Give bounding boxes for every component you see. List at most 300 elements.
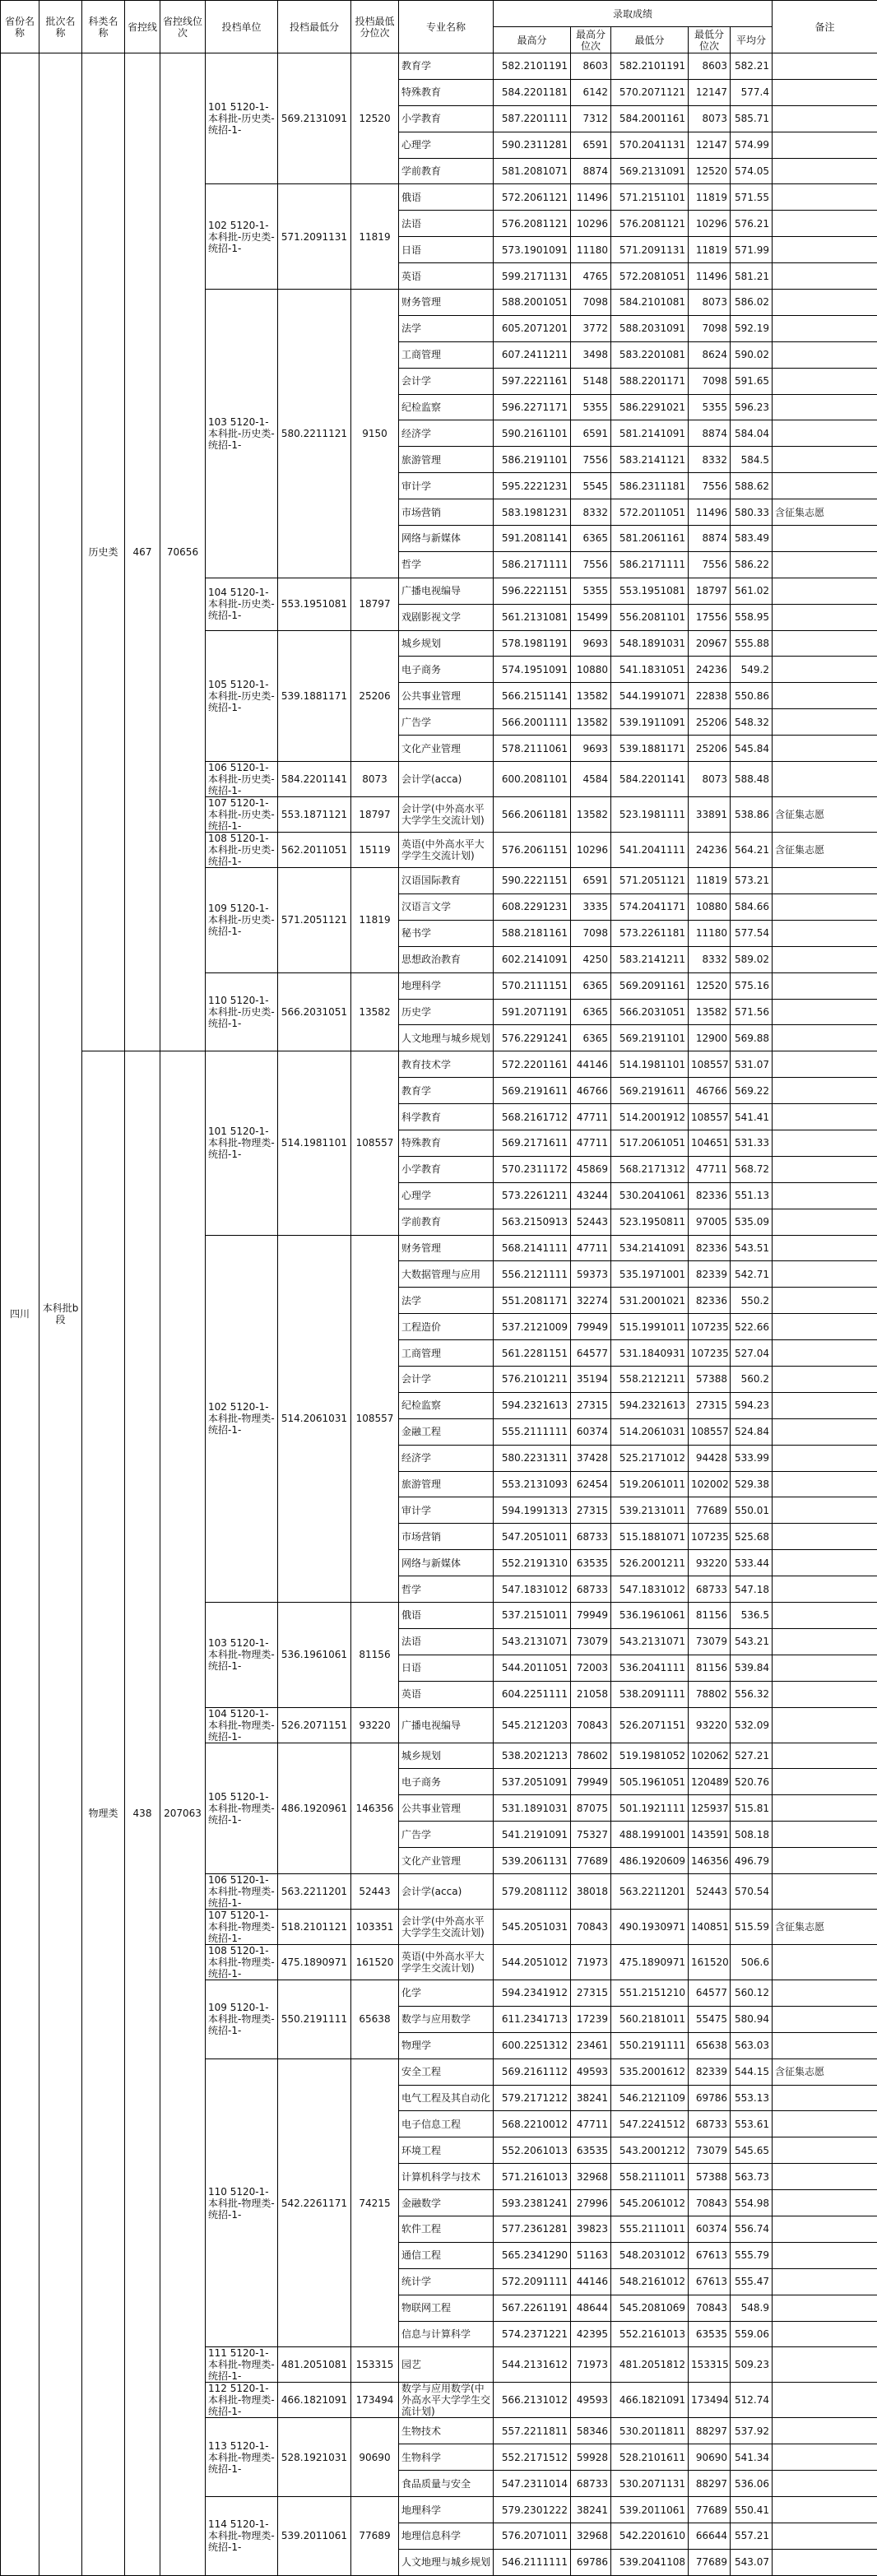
note-cell (773, 158, 877, 184)
max-rank-cell: 63535 (571, 1550, 611, 1576)
max-score-cell: 607.2411211 (494, 341, 571, 368)
max-score-cell: 568.2161712 (494, 1104, 571, 1130)
major-cell: 特殊教育 (399, 1130, 494, 1156)
low-score-cell: 563.2211201 (611, 1874, 689, 1910)
avg-cell: 584.04 (731, 420, 773, 447)
max-score-cell: 566.2151141 (494, 683, 571, 709)
max-rank-cell: 68733 (571, 2471, 611, 2497)
note-cell (773, 2497, 877, 2523)
note-cell (773, 630, 877, 657)
low-rank-cell: 64577 (689, 1980, 731, 2007)
low-score-cell: 530.2071131 (611, 2471, 689, 2497)
low-score-cell: 536.1961061 (611, 1602, 689, 1628)
major-cell: 学前教育 (399, 1209, 494, 1235)
avg-cell: 520.76 (731, 1769, 773, 1795)
major-cell: 安全工程 (399, 2058, 494, 2085)
max-score-cell: 545.2121203 (494, 1707, 571, 1743)
control-rank-cell: 207063 (160, 1051, 206, 2576)
major-cell: 哲学 (399, 551, 494, 578)
note-cell (773, 1743, 877, 1769)
avg-cell: 560.2 (731, 1366, 773, 1392)
min-score-cell: 562.2011051 (278, 833, 351, 868)
avg-cell: 570.54 (731, 1874, 773, 1910)
avg-cell: 569.88 (731, 1025, 773, 1051)
max-rank-cell: 78602 (571, 1743, 611, 1769)
max-rank-cell: 38018 (571, 1874, 611, 1910)
low-score-cell: 571.2151101 (611, 184, 689, 211)
major-cell: 小学教育 (399, 1156, 494, 1182)
avg-cell: 531.07 (731, 1051, 773, 1078)
major-cell: 法语 (399, 1628, 494, 1655)
max-rank-cell: 11180 (571, 237, 611, 263)
min-score-cell: 536.1961061 (278, 1602, 351, 1707)
low-rank-cell: 12520 (689, 158, 731, 184)
avg-cell: 554.98 (731, 2190, 773, 2216)
unit-cell: 111 5120-1-本科批-物理类-统招-1- (206, 2347, 278, 2383)
major-cell: 信息与计算科学 (399, 2321, 494, 2347)
max-rank-cell: 46766 (571, 1078, 611, 1104)
avg-cell: 549.2 (731, 657, 773, 683)
max-rank-cell: 17239 (571, 2006, 611, 2032)
max-score-cell: 591.2071191 (494, 999, 571, 1025)
low-rank-cell: 11819 (689, 184, 731, 211)
header-control-line: 省控线 (125, 1, 160, 53)
min-score-cell: 518.2101121 (278, 1910, 351, 1945)
min-rank-cell: 25206 (351, 630, 399, 761)
note-cell (773, 1418, 877, 1445)
unit-cell: 113 5120-1-本科批-物理类-统招-1- (206, 2418, 278, 2497)
max-rank-cell: 7098 (571, 290, 611, 316)
note-cell (773, 1848, 877, 1874)
low-score-cell: 548.2161012 (611, 2268, 689, 2295)
max-score-cell: 539.2061131 (494, 1848, 571, 1874)
max-rank-cell: 6591 (571, 132, 611, 158)
major-cell: 城乡规划 (399, 1743, 494, 1769)
low-rank-cell: 65638 (689, 2032, 731, 2058)
unit-cell: 105 5120-1-本科批-物理类-统招-1- (206, 1743, 278, 1873)
low-rank-cell: 107235 (689, 1340, 731, 1367)
min-rank-cell: 81156 (351, 1602, 399, 1707)
note-cell (773, 2216, 877, 2243)
major-cell: 广播电视编导 (399, 578, 494, 604)
note-cell (773, 2006, 877, 2032)
low-score-cell: 588.2201171 (611, 368, 689, 394)
low-rank-cell: 94428 (689, 1445, 731, 1471)
avg-cell: 571.56 (731, 999, 773, 1025)
max-score-cell: 608.2291231 (494, 893, 571, 920)
avg-cell: 527.04 (731, 1340, 773, 1367)
max-rank-cell: 4250 (571, 946, 611, 972)
major-cell: 市场营销 (399, 499, 494, 526)
low-rank-cell: 70843 (689, 2190, 731, 2216)
low-score-cell: 558.2111011 (611, 2164, 689, 2190)
low-rank-cell: 55475 (689, 2006, 731, 2032)
major-cell: 广播电视编导 (399, 1707, 494, 1743)
note-cell (773, 2444, 877, 2471)
avg-cell: 545.84 (731, 736, 773, 762)
low-score-cell: 547.1831012 (611, 1576, 689, 1603)
note-cell (773, 473, 877, 499)
avg-cell: 556.74 (731, 2216, 773, 2243)
avg-cell: 576.21 (731, 211, 773, 237)
min-rank-cell: 108557 (351, 1051, 399, 1235)
avg-cell: 591.65 (731, 368, 773, 394)
low-rank-cell: 161520 (689, 1945, 731, 1980)
max-score-cell: 588.2001051 (494, 290, 571, 316)
avg-cell: 551.13 (731, 1182, 773, 1209)
low-score-cell: 490.1930971 (611, 1910, 689, 1945)
min-rank-cell: 173494 (351, 2383, 399, 2418)
unit-cell: 104 5120-1-本科批-历史类-统招-1- (206, 578, 278, 630)
major-cell: 会计学(acca) (399, 762, 494, 797)
avg-cell: 543.21 (731, 1628, 773, 1655)
note-cell (773, 1874, 877, 1910)
max-rank-cell: 6365 (571, 999, 611, 1025)
low-score-cell: 535.1971001 (611, 1261, 689, 1288)
low-rank-cell: 108557 (689, 1418, 731, 1445)
note-cell (773, 368, 877, 394)
avg-cell: 568.72 (731, 1156, 773, 1182)
low-rank-cell: 7556 (689, 551, 731, 578)
major-cell: 秘书学 (399, 920, 494, 946)
major-cell: 物联网工程 (399, 2295, 494, 2321)
low-score-cell: 583.2201081 (611, 341, 689, 368)
max-rank-cell: 15499 (571, 604, 611, 630)
note-cell (773, 315, 877, 341)
low-rank-cell: 102002 (689, 1471, 731, 1497)
max-rank-cell: 38241 (571, 2085, 611, 2111)
major-cell: 经济学 (399, 420, 494, 447)
major-cell: 地理科学 (399, 2497, 494, 2523)
max-rank-cell: 5355 (571, 578, 611, 604)
low-rank-cell: 88297 (689, 2471, 731, 2497)
low-rank-cell: 104651 (689, 1130, 731, 1156)
low-score-cell: 539.2011061 (611, 2497, 689, 2523)
low-rank-cell: 67613 (689, 2268, 731, 2295)
max-score-cell: 580.2231311 (494, 1445, 571, 1471)
avg-cell: 515.59 (731, 1910, 773, 1945)
major-cell: 英语 (399, 1681, 494, 1707)
header-batch: 批次名称 (39, 1, 82, 53)
max-rank-cell: 79949 (571, 1769, 611, 1795)
low-rank-cell: 57388 (689, 1366, 731, 1392)
avg-cell: 548.32 (731, 709, 773, 736)
major-cell: 经济学 (399, 1445, 494, 1471)
max-score-cell: 572.2091111 (494, 2268, 571, 2295)
low-score-cell: 569.2191101 (611, 1025, 689, 1051)
low-rank-cell: 7556 (689, 473, 731, 499)
max-rank-cell: 27315 (571, 1392, 611, 1418)
low-score-cell: 584.2001161 (611, 105, 689, 132)
table-row (1, 1051, 877, 1078)
max-score-cell: 576.2071011 (494, 2523, 571, 2550)
max-score-cell: 576.2061151 (494, 833, 571, 868)
unit-cell: 106 5120-1-本科批-物理类-统招-1- (206, 1874, 278, 1910)
major-cell: 工程造价 (399, 1314, 494, 1340)
note-cell (773, 2111, 877, 2137)
low-score-cell: 486.1920609 (611, 1848, 689, 1874)
max-score-cell: 543.2131071 (494, 1628, 571, 1655)
note-cell (773, 736, 877, 762)
low-score-cell: 528.2101611 (611, 2444, 689, 2471)
low-rank-cell: 82339 (689, 2058, 731, 2085)
low-rank-cell: 11496 (689, 263, 731, 290)
note-cell (773, 762, 877, 797)
unit-cell: 108 5120-1-本科批-物理类-统招-1- (206, 1945, 278, 1980)
avg-cell: 522.66 (731, 1314, 773, 1340)
max-rank-cell: 68733 (571, 1524, 611, 1550)
major-cell: 哲学 (399, 1576, 494, 1603)
note-cell (773, 893, 877, 920)
avg-cell: 560.12 (731, 1980, 773, 2007)
note-cell (773, 263, 877, 290)
note-cell (773, 1524, 877, 1550)
low-score-cell: 539.2041108 (611, 2549, 689, 2575)
avg-cell: 541.41 (731, 1104, 773, 1130)
max-score-cell: 538.2021213 (494, 1743, 571, 1769)
note-cell (773, 2321, 877, 2347)
min-rank-cell: 18797 (351, 797, 399, 833)
max-rank-cell: 47711 (571, 1130, 611, 1156)
low-rank-cell: 140851 (689, 1910, 731, 1945)
unit-cell: 101 5120-1-本科批-历史类-统招-1- (206, 53, 278, 184)
header-min-score: 投档最低分 (278, 1, 351, 53)
low-rank-cell: 8603 (689, 53, 731, 80)
max-score-cell: 611.2341713 (494, 2006, 571, 2032)
low-score-cell: 466.1821091 (611, 2383, 689, 2418)
max-score-cell: 569.2191611 (494, 1078, 571, 1104)
low-score-cell: 581.2061161 (611, 526, 689, 552)
min-score-cell: 569.2131091 (278, 53, 351, 184)
low-score-cell: 547.2241512 (611, 2111, 689, 2137)
max-score-cell: 590.2221151 (494, 868, 571, 894)
major-cell: 电子信息工程 (399, 2111, 494, 2137)
min-rank-cell: 90690 (351, 2418, 399, 2497)
major-cell: 财务管理 (399, 290, 494, 316)
max-rank-cell: 7098 (571, 920, 611, 946)
low-rank-cell: 69786 (689, 2085, 731, 2111)
max-rank-cell: 52443 (571, 1209, 611, 1235)
note-cell (773, 2190, 877, 2216)
avg-cell: 545.65 (731, 2137, 773, 2164)
max-score-cell: 552.2171512 (494, 2444, 571, 2471)
low-rank-cell: 27315 (689, 1392, 731, 1418)
max-score-cell: 566.2001111 (494, 709, 571, 736)
major-cell: 会计学 (399, 368, 494, 394)
low-rank-cell: 17556 (689, 604, 731, 630)
max-rank-cell: 69786 (571, 2549, 611, 2575)
major-cell: 生物科学 (399, 2444, 494, 2471)
low-rank-cell: 97005 (689, 1209, 731, 1235)
low-score-cell: 555.2111011 (611, 2216, 689, 2243)
unit-cell: 106 5120-1-本科批-历史类-统招-1- (206, 762, 278, 797)
control-line-cell: 438 (125, 1051, 160, 2576)
low-rank-cell: 102062 (689, 1743, 731, 1769)
header-min-rank: 投档最低分位次 (351, 1, 399, 53)
low-score-cell: 514.2001912 (611, 1104, 689, 1130)
major-cell: 公共事业管理 (399, 683, 494, 709)
avg-cell: 506.6 (731, 1945, 773, 1980)
low-rank-cell: 81156 (689, 1602, 731, 1628)
low-score-cell: 517.2061051 (611, 1130, 689, 1156)
header-major: 专业名称 (399, 1, 494, 53)
header-admission: 录取成绩 (494, 1, 773, 27)
max-rank-cell: 3772 (571, 315, 611, 341)
note-cell: 含征集志愿 (773, 833, 877, 868)
avg-cell: 586.22 (731, 551, 773, 578)
max-score-cell: 544.2131612 (494, 2347, 571, 2383)
max-rank-cell: 4765 (571, 263, 611, 290)
low-rank-cell: 77689 (689, 2497, 731, 2523)
max-score-cell: 565.2341290 (494, 2242, 571, 2268)
max-score-cell: 595.2221231 (494, 473, 571, 499)
max-score-cell: 547.2311014 (494, 2471, 571, 2497)
low-rank-cell: 12520 (689, 972, 731, 999)
max-rank-cell: 27315 (571, 1497, 611, 1524)
unit-cell: 109 5120-1-本科批-物理类-统招-1- (206, 1980, 278, 2059)
low-score-cell: 572.2011051 (611, 499, 689, 526)
low-rank-cell: 57388 (689, 2164, 731, 2190)
min-score-cell: 584.2201141 (278, 762, 351, 797)
low-rank-cell: 125937 (689, 1795, 731, 1822)
note-cell (773, 657, 877, 683)
major-cell: 软件工程 (399, 2216, 494, 2243)
min-rank-cell: 93220 (351, 1707, 399, 1743)
max-score-cell: 557.2211811 (494, 2418, 571, 2444)
note-cell (773, 1288, 877, 1314)
max-rank-cell: 49593 (571, 2058, 611, 2085)
low-score-cell: 548.2031012 (611, 2242, 689, 2268)
max-score-cell: 588.2181161 (494, 920, 571, 946)
avg-cell: 536.06 (731, 2471, 773, 2497)
low-rank-cell: 67613 (689, 2242, 731, 2268)
max-rank-cell: 71973 (571, 2347, 611, 2383)
low-rank-cell: 143591 (689, 1822, 731, 1848)
major-cell: 城乡规划 (399, 630, 494, 657)
max-rank-cell: 58346 (571, 2418, 611, 2444)
min-rank-cell: 108557 (351, 1235, 399, 1602)
header-control-rank: 省控线位次 (160, 1, 206, 53)
low-score-cell: 560.2181011 (611, 2006, 689, 2032)
avg-cell: 588.48 (731, 762, 773, 797)
avg-cell: 577.4 (731, 79, 773, 105)
avg-cell: 584.5 (731, 447, 773, 473)
note-cell (773, 683, 877, 709)
avg-cell: 583.49 (731, 526, 773, 552)
low-score-cell: 514.2061031 (611, 1418, 689, 1445)
major-cell: 电子商务 (399, 1769, 494, 1795)
low-rank-cell: 8874 (689, 526, 731, 552)
low-score-cell: 545.2061012 (611, 2190, 689, 2216)
max-rank-cell: 6591 (571, 420, 611, 447)
max-score-cell: 584.2201181 (494, 79, 571, 105)
note-cell (773, 999, 877, 1025)
max-score-cell: 545.2051031 (494, 1910, 571, 1945)
note-cell (773, 1130, 877, 1156)
major-cell: 教育学 (399, 53, 494, 80)
avg-cell: 574.05 (731, 158, 773, 184)
max-rank-cell: 75327 (571, 1822, 611, 1848)
note-cell (773, 105, 877, 132)
low-score-cell: 544.1991071 (611, 683, 689, 709)
note-cell: 含征集志愿 (773, 2058, 877, 2085)
note-cell (773, 551, 877, 578)
major-cell: 广告学 (399, 709, 494, 736)
max-rank-cell: 71973 (571, 1945, 611, 1980)
major-cell: 网络与新媒体 (399, 1550, 494, 1576)
note-cell (773, 1576, 877, 1603)
max-score-cell: 563.2150913 (494, 1209, 571, 1235)
note-cell (773, 526, 877, 552)
major-cell: 金融工程 (399, 1418, 494, 1445)
low-score-cell: 514.1981101 (611, 1051, 689, 1078)
min-score-cell: 514.1981101 (278, 1051, 351, 1235)
note-cell (773, 1628, 877, 1655)
low-rank-cell: 10880 (689, 893, 731, 920)
low-rank-cell: 90690 (689, 2444, 731, 2471)
note-cell (773, 2347, 877, 2383)
major-cell: 市场营销 (399, 1524, 494, 1550)
note-cell (773, 1182, 877, 1209)
low-rank-cell: 66644 (689, 2523, 731, 2550)
max-score-cell: 586.2171111 (494, 551, 571, 578)
min-score-cell: 514.2061031 (278, 1235, 351, 1602)
note-cell (773, 79, 877, 105)
low-score-cell: 583.2141121 (611, 447, 689, 473)
avg-cell: 550.01 (731, 1497, 773, 1524)
major-cell: 地理信息科学 (399, 2523, 494, 2550)
major-cell: 数学与应用数学(中外高水平大学学生交流计划) (399, 2383, 494, 2418)
major-cell: 公共事业管理 (399, 1795, 494, 1822)
avg-cell: 508.18 (731, 1822, 773, 1848)
note-cell (773, 1392, 877, 1418)
avg-cell: 556.32 (731, 1681, 773, 1707)
major-cell: 地理科学 (399, 972, 494, 999)
avg-cell: 580.94 (731, 2006, 773, 2032)
max-rank-cell: 27315 (571, 1980, 611, 2007)
avg-cell: 512.74 (731, 2383, 773, 2418)
low-rank-cell: 8624 (689, 341, 731, 368)
max-rank-cell: 3335 (571, 893, 611, 920)
low-rank-cell: 47711 (689, 1156, 731, 1182)
low-score-cell: 584.2201141 (611, 762, 689, 797)
max-rank-cell: 6365 (571, 526, 611, 552)
max-score-cell: 531.1891031 (494, 1795, 571, 1822)
major-cell: 审计学 (399, 473, 494, 499)
note-cell (773, 1681, 877, 1707)
max-rank-cell: 45869 (571, 1156, 611, 1182)
max-score-cell: 594.2341912 (494, 1980, 571, 2007)
max-rank-cell: 6365 (571, 972, 611, 999)
max-score-cell: 570.2311172 (494, 1156, 571, 1182)
max-rank-cell: 47711 (571, 1104, 611, 1130)
max-score-cell: 568.2141111 (494, 1235, 571, 1261)
max-rank-cell: 3498 (571, 341, 611, 368)
low-score-cell: 594.2321613 (611, 1392, 689, 1418)
max-rank-cell: 5148 (571, 368, 611, 394)
avg-cell: 533.44 (731, 1550, 773, 1576)
low-rank-cell: 88297 (689, 2418, 731, 2444)
low-rank-cell: 70843 (689, 2295, 731, 2321)
major-cell: 会计学(acca) (399, 1874, 494, 1910)
low-score-cell: 526.2001211 (611, 1550, 689, 1576)
max-rank-cell: 5355 (571, 394, 611, 420)
major-cell: 会计学(中外高水平大学学生交流计划) (399, 797, 494, 833)
low-score-cell: 586.2171111 (611, 551, 689, 578)
min-rank-cell: 77689 (351, 2497, 399, 2576)
max-score-cell: 555.2111111 (494, 1418, 571, 1445)
control-rank-cell: 70656 (160, 53, 206, 1051)
